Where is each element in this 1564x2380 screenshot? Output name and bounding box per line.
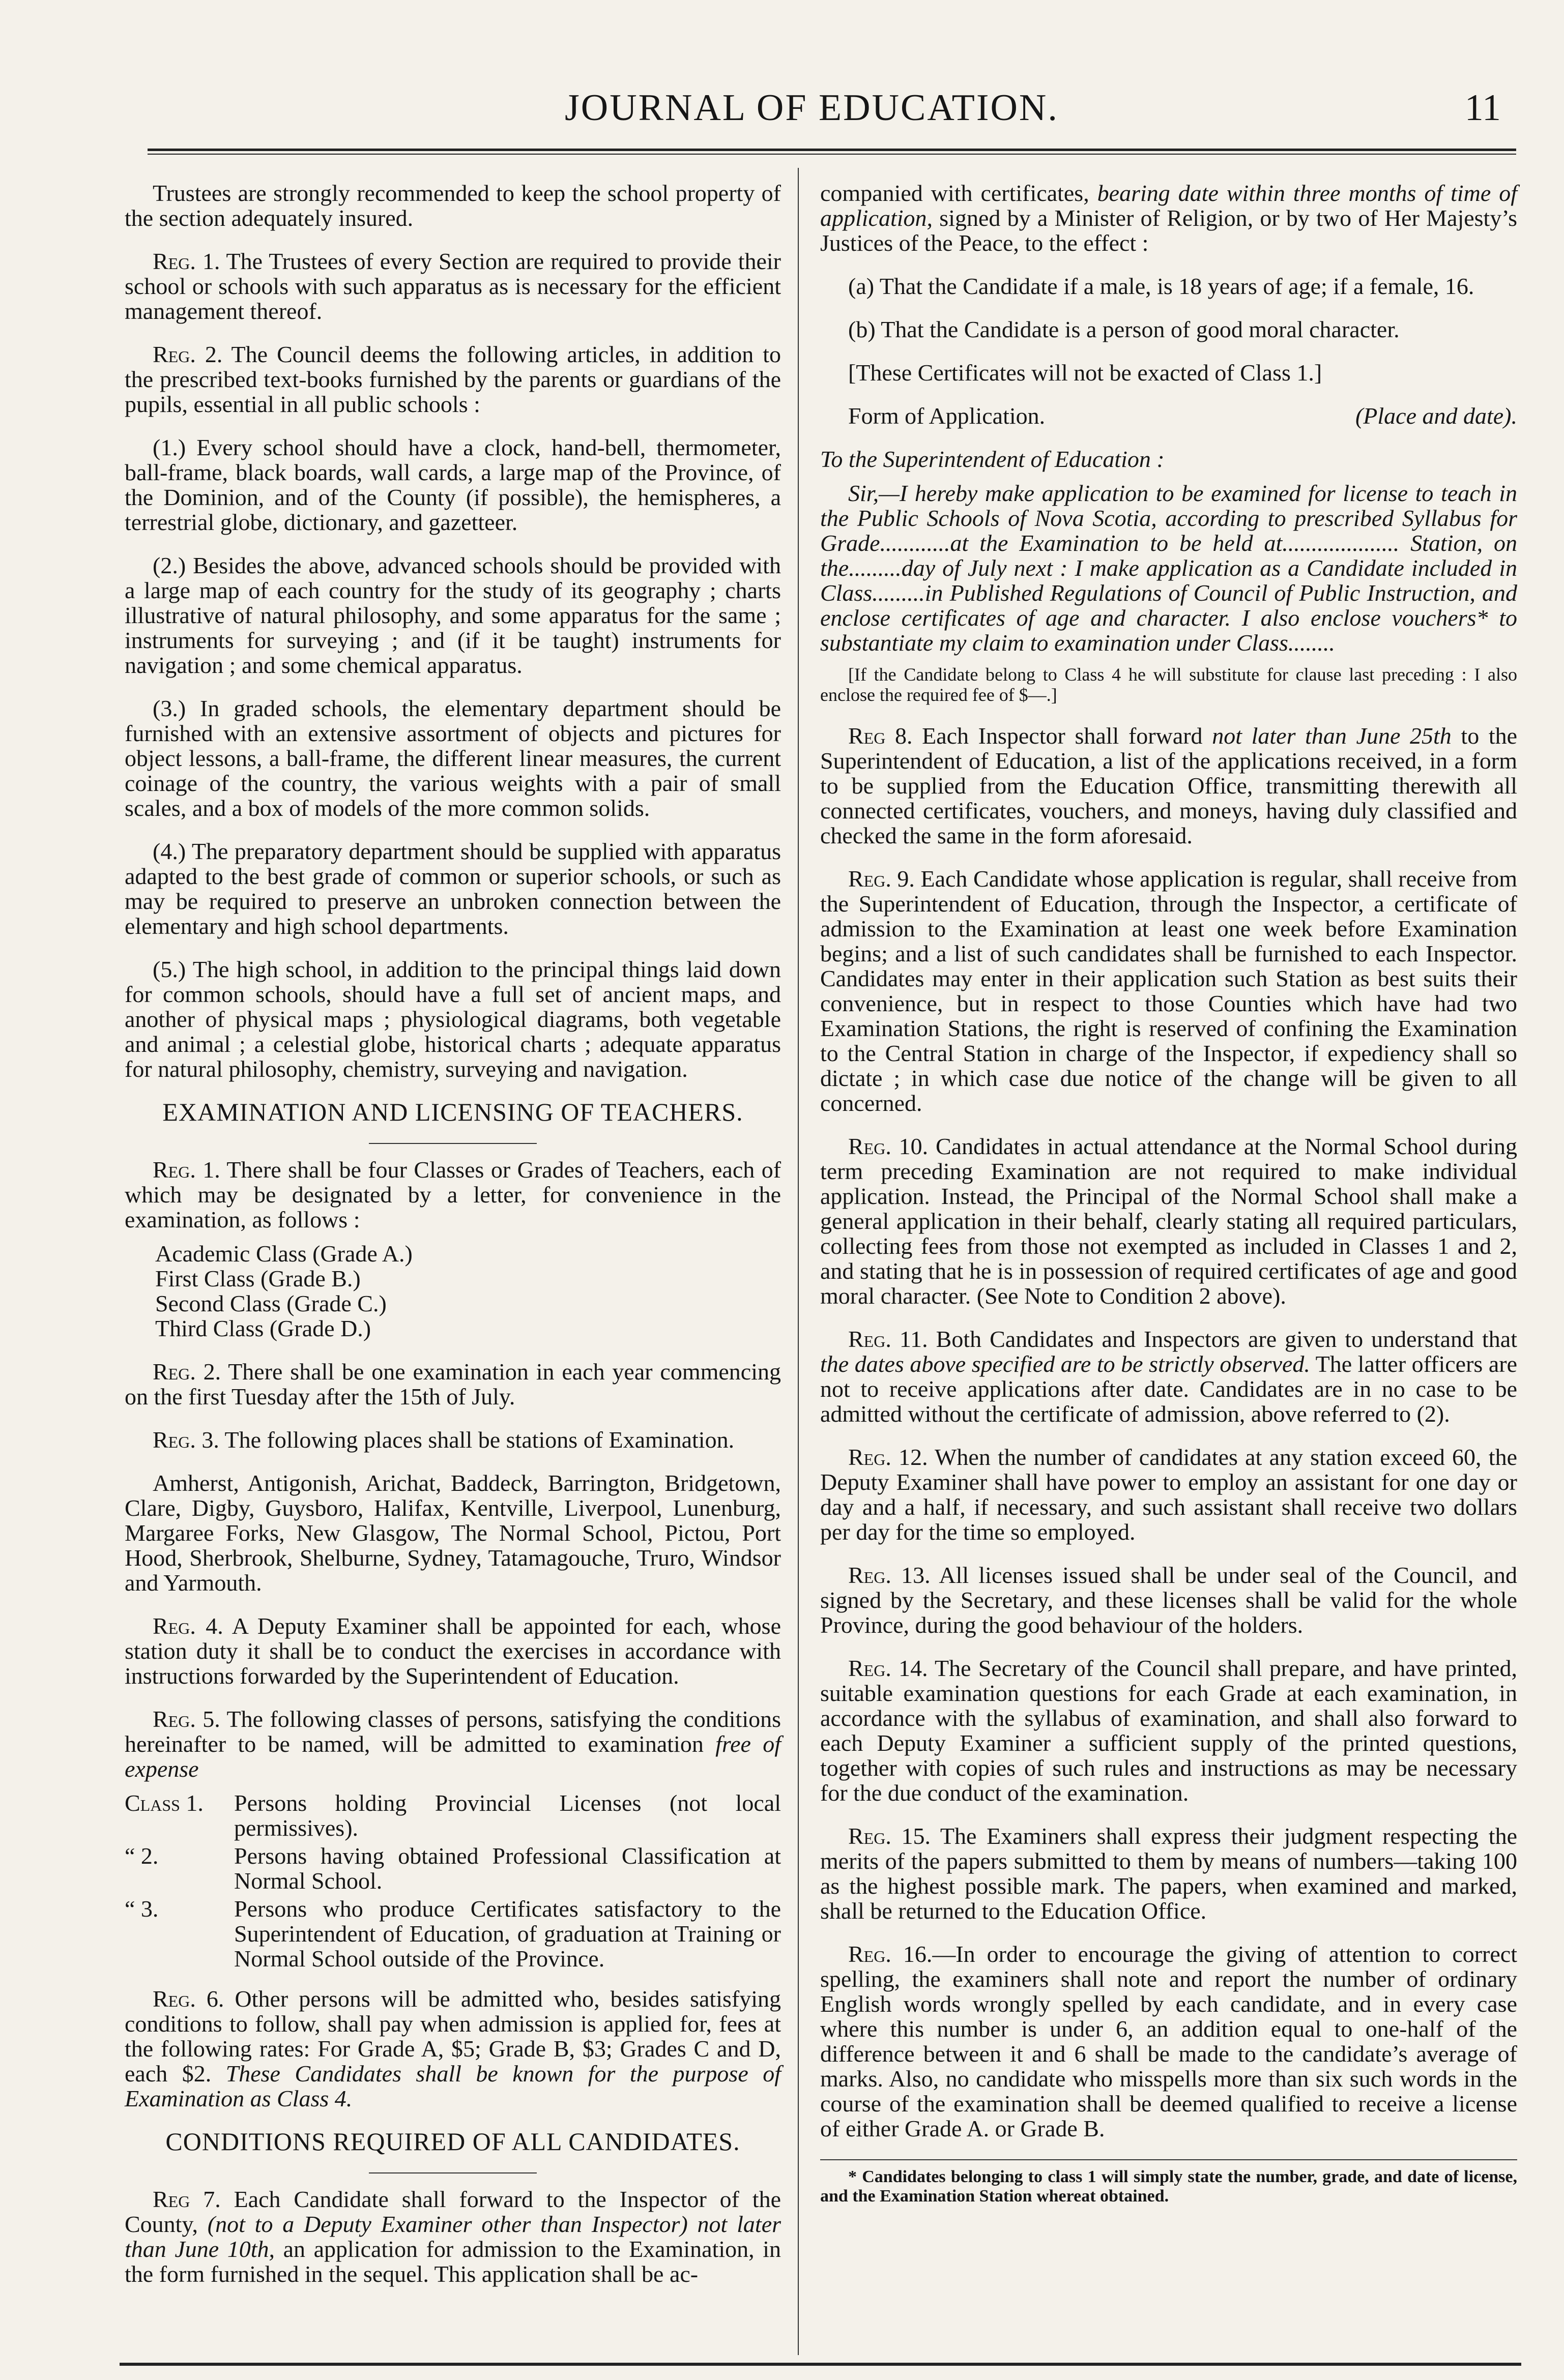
header-rule-thin <box>148 154 1516 155</box>
column-divider <box>798 168 799 2355</box>
reg-label: Reg. 13. <box>848 1562 931 1588</box>
page-bottom-rule <box>120 2363 1521 2366</box>
paragraph-exam-reg-2 <box>125 1359 781 1409</box>
section-heading-conditions: CONDITIONS REQUIRED OF ALL CANDIDATES. <box>165 2127 740 2156</box>
reg-text: There shall be one examination in each year commencing on the first Tuesday after the 15th of July. <box>125 1359 781 1409</box>
class-text: Persons who produce Certificates satisfactory to the Superintendent of Education, of graduation at Training or Normal School outside of the Province. <box>234 1896 781 1972</box>
paragraph-reg-9 <box>820 866 1517 1115</box>
reg-text: The Council deems the following articles, in addition to the prescribed text-books furnished by the parents or guardians of the pupils, essential in all public schools : <box>125 341 781 417</box>
reg-label: Reg. 11. <box>848 1326 928 1352</box>
paragraph-reg-8 <box>820 723 1517 848</box>
class-label: Class 1. <box>125 1790 204 1816</box>
reg-text: The following classes of persons, satisfying the conditions hereinafter to be named, will be admitted to examination <box>125 1706 781 1757</box>
reg-text: The Secretary of the Council shall prepare, and have printed, suitable examination questions for each Grade at each examination, in accordance with the syllabus of examination, and shall also forward to each Deputy Examiner a sufficient supply of the printed questions, together with copies of such rules and instructions as may be necessary for the due conduct of the examination. <box>820 1655 1518 1806</box>
page-number: 11 <box>1464 87 1501 129</box>
paragraph-reg-10 <box>820 1134 1517 1308</box>
paragraph-reg-15 <box>820 1824 1517 1923</box>
paragraph-continuation <box>820 181 1517 255</box>
reg-label: Reg 7. <box>153 2186 221 2212</box>
list-item-5: (5.) The high school, in addition to the principal things laid down for common schools, should have a full set of ancient maps, and another of physical maps ; physiological diagrams, both vegetable and animal ; a celestial globe, historical charts ; adequate apparatus for natural philosophy, chemistry, surveying and navigation. <box>125 956 781 1082</box>
paragraph-exam-reg-3 <box>125 1427 781 1452</box>
reg-italic: not later than June 25th <box>1212 723 1452 749</box>
reg-label: Reg 8. <box>848 723 913 749</box>
form-label: Form of Application. <box>848 403 1046 429</box>
paragraph-reg-14 <box>820 1656 1517 1805</box>
reg-text: Both Candidates and Inspectors are given to understand that <box>936 1326 1517 1352</box>
paragraph-exam-reg-4 <box>125 1613 781 1688</box>
footnote: * Candidates belonging to class 1 will simply state the number, grade, and date of license, and the Examination Station whereat obtained. <box>820 2167 1517 2206</box>
reg-label: Reg. 12. <box>848 1444 928 1470</box>
reg-label: Reg. 10. <box>848 1133 929 1159</box>
form-body <box>820 481 1517 655</box>
reg-label: Reg. 4. <box>153 1613 223 1639</box>
journal-title: JOURNAL OF EDUCATION. <box>565 87 1059 129</box>
form-body-text: Sir,—I hereby make application to be examined for license to teach in the Public Schools of Nova Scotia, according to prescribed Syllabus for Grade............at the Examination to be held at.................... Station, on the.........day of July next : I make application as a Candidate included in Class.........in Published Regulations of Council of Public Instruction, and enclose certificates of age and character. I also enclose vouchers* to substantiate my claim to examination under Class........ <box>820 480 1517 656</box>
reg-italic: These Candidates shall be known for the purpose of Examination as Class 4. <box>125 2061 781 2111</box>
reg-text: Each Inspector shall forward <box>922 723 1203 749</box>
reg-text: signed by a Minister of Religion, or by two of Her Majesty’s Justices of the Peace, to the effect : <box>820 205 1518 256</box>
paragraph-reg-12 <box>820 1445 1517 1544</box>
paragraph-reg-2-articles <box>125 342 781 417</box>
paragraph-reg-16 <box>820 1942 1517 2141</box>
left-column <box>125 181 781 2347</box>
section-rule <box>369 2172 537 2173</box>
reg-text: When the number of candidates at any station exceed 60, the Deputy Examiner shall have power to employ an assistant for one day or day and a half, if necessary, and such assistant shall receive two dollars per day for the time so employed. <box>820 1444 1517 1545</box>
reg-label: Reg. 5. <box>153 1706 220 1732</box>
paragraph-reg-1-apparatus <box>125 249 781 324</box>
class-row <box>125 1843 781 1893</box>
reg-italic: (not to a Deputy Examiner other than Inspector) not later than June 10th, <box>125 2211 781 2262</box>
reg-text: Each Candidate shall forward to the Inspector of the County, <box>125 2186 781 2237</box>
reg-text: Each Candidate whose application is regular, shall receive from the Superintendent of Education, through the Inspector, a certificate of admission to the Examination at least one week before Examination begins; and a list of such candidates shall be furnished to each Inspector. Candidates may enter in their application such Station as best suits their convenience, but in respect to those Counties which have had two Examination Stations, the right is reserved of confining the Examination to the Central Station in charge of the Inspector, if expediency shall so dictate ; in which case due notice of the change will be given to all concerned. <box>820 866 1517 1116</box>
certificates-note: [These Certificates will not be exacted of Class 1.] <box>848 360 1322 386</box>
class-row <box>125 1896 781 1971</box>
reg-label: Reg. 1. <box>153 248 220 274</box>
header-rule <box>148 149 1516 151</box>
class-row <box>125 1790 781 1840</box>
reg-label: Reg. 6. <box>153 1986 224 2012</box>
reg-italic: bearing date within three months of time of application, <box>820 180 1517 231</box>
section-rule <box>369 1143 537 1144</box>
class-list <box>125 1790 781 1971</box>
reg-label: Reg. 14. <box>848 1655 928 1681</box>
reg-label: Reg. 9. <box>848 866 915 892</box>
condition-a: (a) That the Candidate if a male, is 18 years of age; if a female, 16. <box>848 273 1474 299</box>
reg-text: The Trustees of every Section are required to provide their school or schools with such apparatus as is necessary for the efficient management thereof. <box>125 248 781 324</box>
paragraph-exam-reg-5 <box>125 1707 781 1781</box>
reg-text: There shall be four Classes or Grades of Teachers, each of which may be designated by a letter, for convenience in the examination, as follows : <box>125 1157 781 1232</box>
reg-text: The following places shall be stations of Examination. <box>224 1427 735 1453</box>
paragraph-exam-reg-6 <box>125 1986 781 2111</box>
form-to: To the Superintendent of Education : <box>820 446 1165 472</box>
paragraph-reg-13 <box>820 1563 1517 1637</box>
reg-text: The Examiners shall express their judgment respecting the merits of the papers submitted to them by means of numbers—taking 100 as the highest possible mark. The papers, when examined and marked, shall be returned to the Education Office. <box>820 1823 1517 1924</box>
section-heading-examination: EXAMINATION AND LICENSING OF TEACHERS. <box>162 1098 743 1126</box>
class-text: Persons having obtained Professional Classification at Normal School. <box>234 1843 781 1894</box>
paragraph-cond-reg-7 <box>125 2187 781 2286</box>
grade-list <box>155 1241 781 1341</box>
reg-text: an application for admission to the Examination, in the form furnished in the sequel. This application shall be ac- <box>125 2236 781 2287</box>
place-date: (Place and date). <box>1355 403 1517 429</box>
reg-label: Reg. 16. <box>848 1941 933 1967</box>
reg-text: Other persons will be admitted who, besides satisfying conditions to follow, shall pay when admission is applied for, fees at the following rates: For Grade A, $5; Grade B, $3; Grades C and D, each $2. <box>125 1986 781 2087</box>
reg-text: companied with certificates, <box>820 180 1089 206</box>
list-item-2: (2.) Besides the above, advanced schools should be provided with a large map of each country for the study of its geography ; charts illustrative of natural philosophy, and some apparatus for the same ; instruments for surveying ; and (if it be taught) instruments for navigation ; and some chemical apparatus. <box>125 552 781 678</box>
reg-text: Candidates in actual attendance at the Normal School during term preceding Examination are not required to make individual application. Instead, the Principal of the Normal School shall make a general application in their behalf, clearly stating all required particulars, collecting fees from those not exempted as included in Classes 1 and 2, and stating that he is in possession of required certificates of age and good moral character. (See Note to Condition 2 above). <box>820 1133 1518 1309</box>
paragraph-stations: Amherst, Antigonish, Arichat, Baddeck, Barrington, Bridgetown, Clare, Digby, Guysboro, Halifax, Kentville, Liverpool, Lunenburg, Margaree Forks, New Glasgow, The Normal School, Pictou, Port Hood, Sherbrook, Shelburne, Sydney, Tatamagouche, Truro, Windsor and Yarmouth. <box>125 1470 781 1596</box>
reg-label: Reg. 2. <box>153 341 223 367</box>
grade-item: Second Class (Grade C.) <box>155 1290 387 1316</box>
class-text: Persons holding Provincial Licenses (not local permissives). <box>234 1790 781 1841</box>
list-item-1: (1.) Every school should have a clock, hand-bell, thermometer, ball-frame, black boards, wall cards, a large map of the Province, of the Dominion, and of the County (if possible), the hemispheres, a terrestrial globe, dictionary, and gazetteer. <box>125 434 781 535</box>
paragraph-insurance: Trustees are strongly recommended to keep the school property of the section adequately insured. <box>125 180 781 231</box>
list-item-3: (3.) In graded schools, the elementary department should be furnished with an extensive assortment of objects and pictures for object lessons, a ball-frame, the different linear measures, the current coinage of the country, the various weights with a pair of small scales, and a box of models of the more common solids. <box>125 695 781 821</box>
form-class4-note: [If the Candidate belong to Class 4 he will substitute for clause last preceding : I also enclose the required fee of $—.] <box>820 664 1517 705</box>
paragraph-reg-11 <box>820 1327 1517 1426</box>
footnote-rule <box>820 2159 1517 2160</box>
reg-text: —In order to encourage the giving of attention to correct spelling, the examiners shall note and report the number of ordinary English words wrongly spelled by each candidate, and in every case where this number is under 6, an addition equal to one-half of the difference between it and 6 shall be made to the candidate’s average of marks. Also, no candidate who misspells more than six such words in the course of the examination shall be deemed qualified to receive a license of either Grade A. or Grade B. <box>820 1941 1517 2141</box>
page-header <box>137 86 1516 127</box>
paragraph-exam-reg-1 <box>125 1157 781 1232</box>
reg-label: Reg. 15. <box>848 1823 931 1849</box>
grade-item: First Class (Grade B.) <box>155 1266 361 1291</box>
reg-text: All licenses issued shall be under seal of the Council, and signed by the Secretary, and these licenses shall be valid for the whole Province, during the good behaviour of the holders. <box>820 1562 1517 1638</box>
reg-label: Reg. 2. <box>153 1359 221 1385</box>
reg-label: Reg. 3. <box>153 1427 219 1453</box>
reg-italic: free of expense <box>125 1731 781 1782</box>
right-column <box>820 181 1517 2347</box>
class-label: “ 3. <box>125 1896 159 1922</box>
reg-text: A Deputy Examiner shall be appointed for each, whose station duty it shall be to conduct the exercises in accordance with instructions forwarded by the Superintendent of Education. <box>125 1613 781 1689</box>
list-item-4: (4.) The preparatory department should be supplied with apparatus adapted to the best grade of common or superior schools, or such as may be required to preserve an unbroken connection between the elementary and high school departments. <box>125 838 781 939</box>
form-heading <box>820 403 1517 428</box>
class-label: “ 2. <box>125 1843 159 1869</box>
reg-label: Reg. 1. <box>153 1157 220 1183</box>
reg-text: to the Superintendent of Education, a list of the applications received, in a form to be supplied from the Education Office, transmitting therewith all connected certificates, vouchers, and moneys, having duly classified and checked the same in the form aforesaid. <box>820 723 1518 848</box>
reg-italic: the dates above specified are to be strictly observed. <box>820 1351 1310 1377</box>
form-addressee <box>820 447 1517 472</box>
condition-b: (b) That the Candidate is a person of good moral character. <box>848 316 1400 342</box>
grade-item: Third Class (Grade D.) <box>155 1315 371 1341</box>
grade-item: Academic Class (Grade A.) <box>155 1241 413 1267</box>
reg-text: The latter officers are not to receive applications after date. Candidates are in no case to be admitted without the certificate of admission, above referred to (2). <box>820 1351 1517 1427</box>
